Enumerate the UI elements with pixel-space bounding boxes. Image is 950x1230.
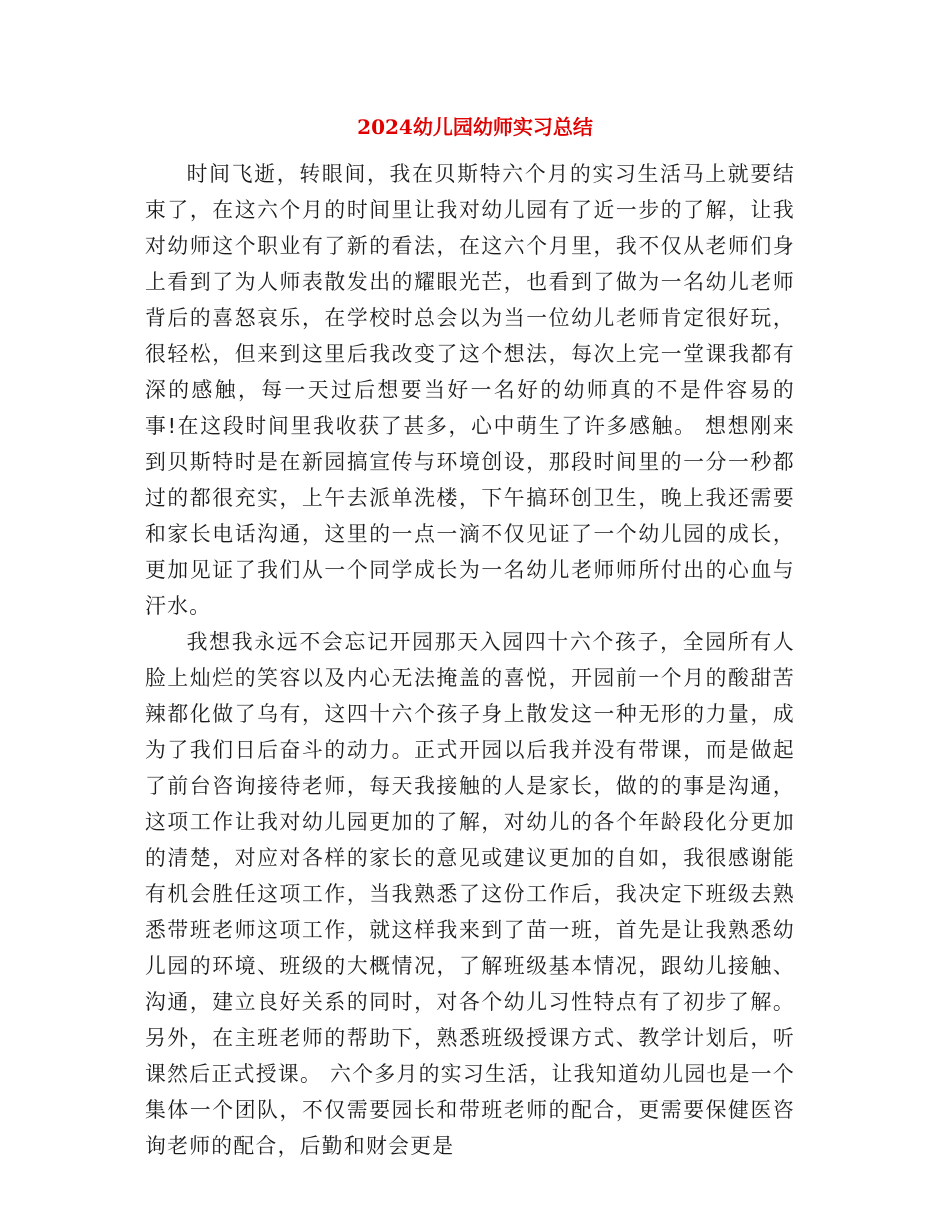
document-body [145, 156, 795, 1164]
paragraph: 我想我永远不会忘记开园那天入园四十六个孩子，全园所有人脸上灿烂的笑容以及内心无法掩盖的喜悦，开园前一个月的酸甜苦辣都化做了乌有，这四十六个孩子身上散发这一种无形的力量，成为了我们日后奋斗的动力。正式开园以后我并没有带课，而是做起了前台咨询接待老师，每天我接触的人是家长，做的的事是沟通，这项工作让我对幼儿园更加的了解，对幼儿的各个年龄段化分更加的清楚，对应对各样的家长的意见或建议更加的自如，我很感谢能有机会胜任这项工作，当我熟悉了这份工作后，我决定下班级去熟悉带班老师这项工作，就这样我来到了苗一班，首先是让我熟悉幼儿园的环境、班级的大概情况，了解班级基本情况，跟幼儿接触、沟通，建立良好关系的同时，对各个幼儿习性特点有了初步了解。另外，在主班老师的帮助下，熟悉班级授课方式、教学计划后，听课然后正式授课。 六个多月的实习生活，让我知道幼儿园也是一个集体一个团队，不仅需要园长和带班老师的配合，更需要保健医咨询老师的配合，后勤和财会更是 [145, 630, 795, 1158]
paragraph: 时间飞逝，转眼间，我在贝斯特六个月的实习生活马上就要结束了，在这六个月的时间里让我对幼儿园有了近一步的了解，让我对幼师这个职业有了新的看法，在这六个月里，我不仅从老师们身上看到了为人师表散发出的耀眼光芒，也看到了做为一名幼儿老师背后的喜怒哀乐，在学校时总会以为当一位幼儿老师肯定很好玩，很轻松，但来到这里后我改变了这个想法，每次上完一堂课我都有深的感触，每一天过后想要当好一名好的幼师真的不是件容易的事!在这段时间里我收获了甚多，心中萌生了许多感触。 想想刚来到贝斯特时是在新园搞宣传与环境创设，那段时间里的一分一秒都过的都很充实，上午去派单洗楼，下午搞环创卫生，晚上我还需要和家长电话沟通，这里的一点一滴不仅见证了一个幼儿园的成长，更加见证了我们从一个同学成长为一名幼儿老师师所付出的心血与汗水。 [145, 162, 795, 618]
document-title: 2024幼儿园幼师实习总结 [357, 115, 593, 139]
